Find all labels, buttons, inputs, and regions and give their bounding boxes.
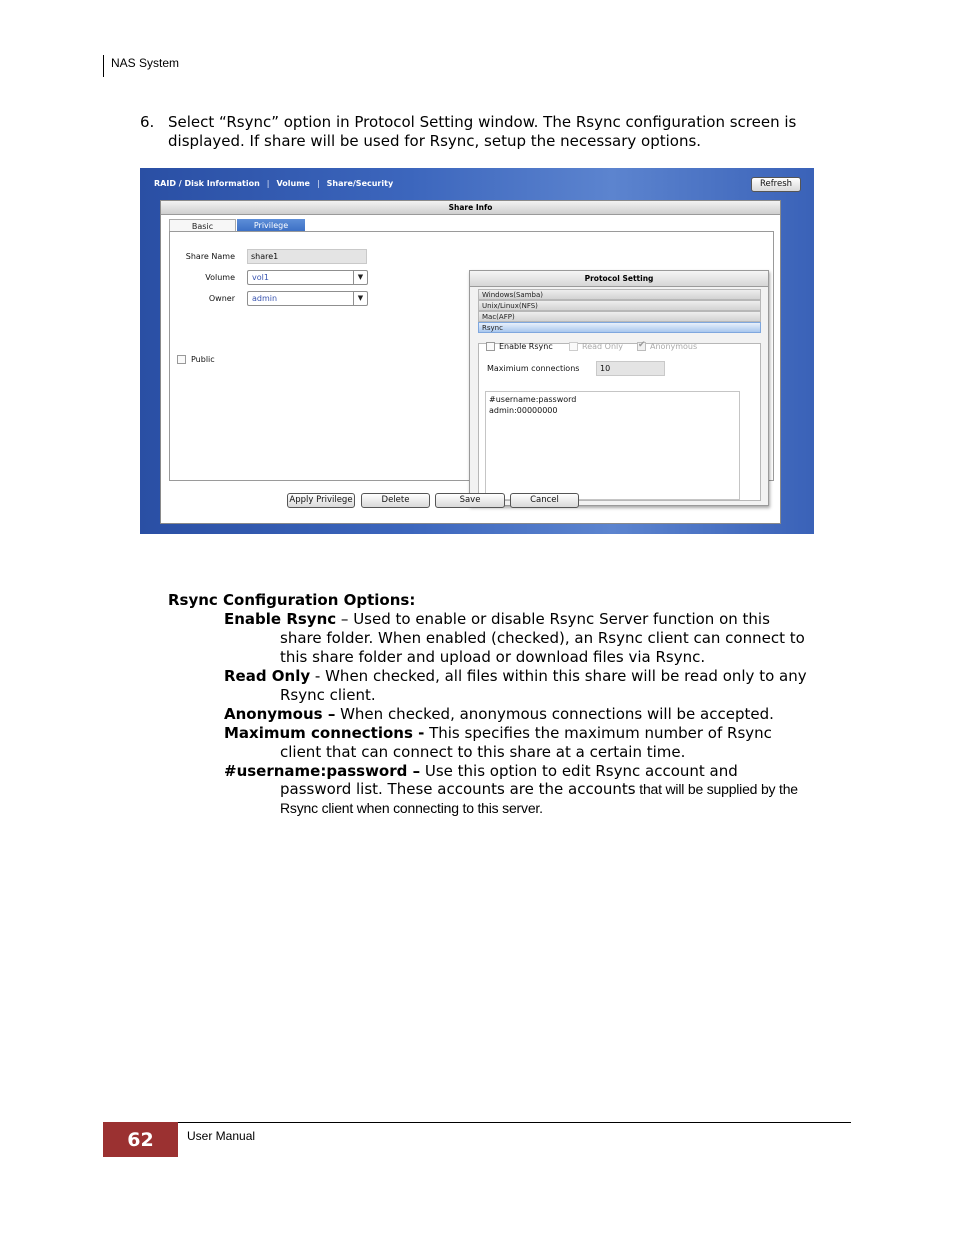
rsync-config-screenshot [140, 168, 814, 534]
read-only-desc-2: Rsync client. [280, 686, 376, 704]
chevron-down-icon: ▼ [353, 292, 367, 305]
anonymous-desc: Anonymous – When checked, anonymous connections will be accepted. [224, 705, 774, 723]
tab-content-panel [169, 231, 774, 481]
read-only-checkbox[interactable] [569, 342, 578, 351]
save-button[interactable]: Save [435, 493, 505, 508]
header-divider [103, 55, 104, 77]
owner-select[interactable] [247, 291, 368, 306]
nav-share-security[interactable]: Share/Security [326, 179, 394, 188]
share-info-window [160, 200, 781, 524]
enable-rsync-desc-2: share folder. When enabled (checked), an Rsync client can connect to [280, 629, 805, 647]
top-navigation [154, 179, 393, 188]
protocol-rsync[interactable]: Rsync [478, 322, 761, 333]
max-connections-field[interactable]: 10 [596, 361, 665, 376]
enable-rsync-label: Enable Rsync [499, 342, 553, 351]
username-password-desc: #username:password – Use this option to edit Rsync account and [224, 762, 738, 780]
read-only-label: Read Only [582, 342, 623, 351]
public-label: Public [191, 355, 215, 364]
volume-select-value: vol1 [252, 273, 269, 282]
protocol-setting-panel [469, 270, 769, 506]
anonymous-checkbox[interactable] [637, 342, 646, 351]
step-number: 6. [140, 113, 155, 131]
accounts-line: admin:00000000 [489, 406, 558, 415]
owner-select-value: admin [252, 294, 278, 303]
delete-button[interactable]: Delete [361, 493, 430, 508]
accounts-textarea[interactable] [485, 391, 740, 500]
options-heading: Rsync Configuration Options: [168, 591, 416, 609]
share-name-label: Share Name [185, 252, 235, 261]
share-info-title: Share Info [161, 201, 780, 215]
nav-raid-disk-info[interactable]: RAID / Disk Information [154, 179, 260, 188]
max-connections-desc-2: client that can connect to this share at a certain time. [280, 743, 686, 761]
tab-basic[interactable]: Basic [169, 219, 236, 232]
enable-rsync-desc: Enable Rsync – Used to enable or disable Rsync Server function on this [224, 610, 770, 628]
enable-rsync-checkbox[interactable] [486, 342, 495, 351]
protocol-setting-title: Protocol Setting [470, 271, 768, 287]
protocol-unix-nfs[interactable]: Unix/Linux(NFS) [478, 300, 761, 311]
volume-label: Volume [205, 273, 235, 282]
page-number: 62 [103, 1122, 178, 1157]
cancel-button[interactable]: Cancel [510, 493, 579, 508]
max-connections-label: Maximium connections [487, 364, 580, 373]
anonymous-label: Anonymous [650, 342, 698, 351]
volume-select[interactable] [247, 270, 368, 285]
refresh-button[interactable]: Refresh [751, 177, 801, 192]
nav-separator: | [266, 179, 270, 188]
share-name-field[interactable]: share1 [247, 249, 367, 264]
step-text [168, 113, 838, 151]
step-line-1: Select “Rsync” option in Protocol Setting window. The Rsync configuration screen is [168, 113, 797, 131]
protocol-mac-afp[interactable]: Mac(AFP) [478, 311, 761, 322]
header-title: NAS System [111, 56, 180, 70]
step-line-2: displayed. If share will be used for Rsync, setup the necessary options. [168, 132, 702, 150]
read-only-desc: Read Only - When checked, all files within this share will be read only to any [224, 667, 807, 685]
nav-volume[interactable]: Volume [276, 179, 310, 188]
protocol-windows-samba[interactable]: Windows(Samba) [478, 289, 761, 300]
max-connections-desc: Maximum connections - This specifies the maximum number of Rsync [224, 724, 772, 742]
username-password-desc-3: Rsync client when connecting to this server. [280, 800, 543, 816]
username-password-desc-2: password list. These accounts are the accounts that will be supplied by the [280, 780, 798, 798]
rsync-settings [478, 340, 761, 501]
chevron-down-icon: ▼ [353, 271, 367, 284]
footer-title: User Manual [187, 1129, 256, 1143]
nav-separator: | [316, 179, 320, 188]
public-checkbox[interactable] [177, 355, 186, 364]
apply-privilege-button[interactable]: Apply Privilege [287, 493, 355, 508]
owner-label: Owner [208, 294, 235, 303]
accounts-line: #username:password [489, 395, 577, 404]
enable-rsync-desc-3: this share folder and upload or download files via Rsync. [280, 648, 706, 666]
footer-divider [103, 1122, 851, 1123]
checkmark-icon: ✔ [638, 340, 646, 350]
tab-privilege[interactable]: Privilege [237, 219, 305, 232]
